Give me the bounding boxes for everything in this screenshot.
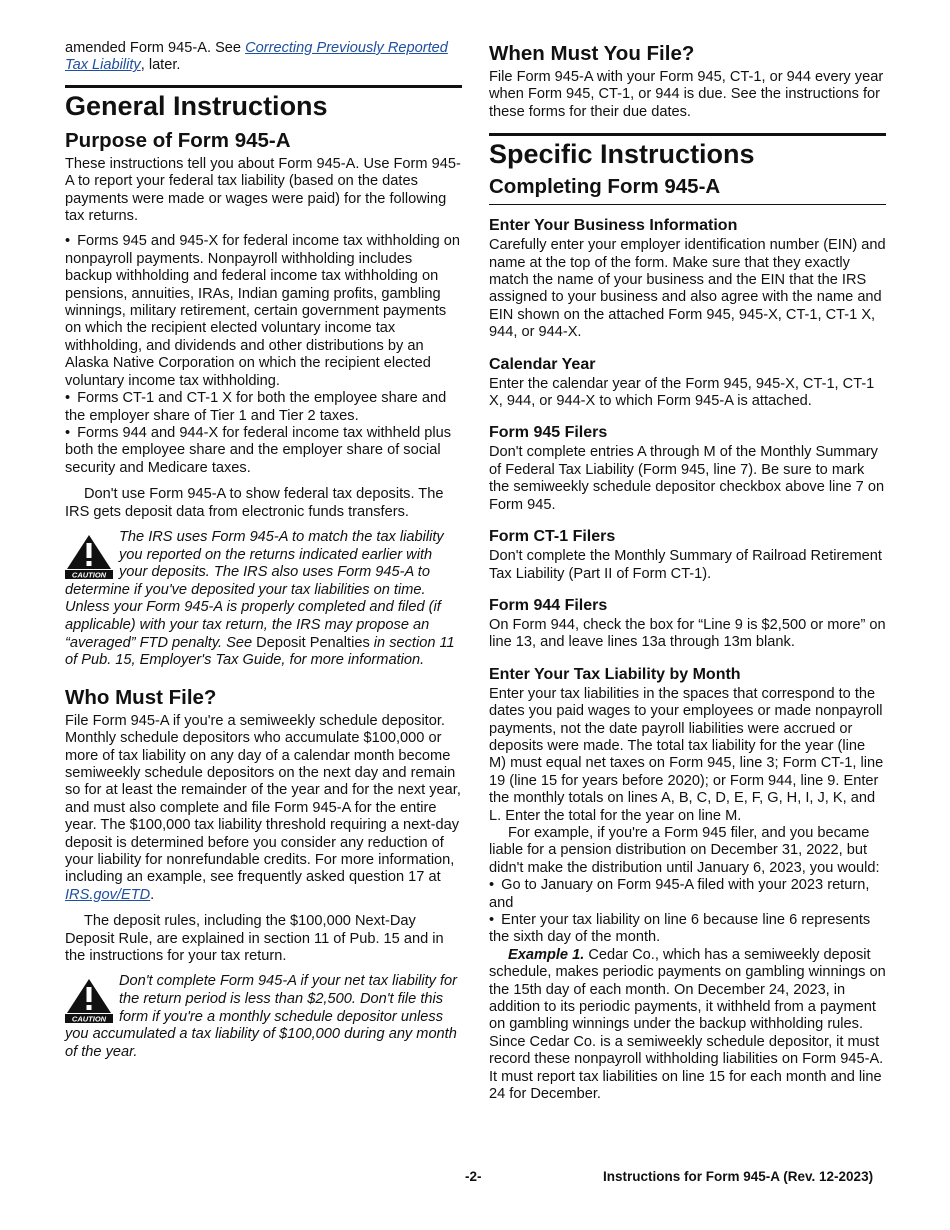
correcting-liability-link[interactable]: Correcting Previously Reported Tax Liability (65, 40, 448, 74)
section-rule (489, 133, 886, 136)
calendar-year-heading: Calendar Year (489, 355, 596, 373)
left-column (65, 40, 462, 1061)
caution-icon (65, 533, 113, 579)
intro-paragraph (65, 40, 462, 75)
who-must-file-heading: Who Must File? (65, 685, 217, 709)
when-must-you-file-heading: When Must You File? (489, 42, 695, 65)
form-944-filers-heading: Form 944 Filers (489, 596, 608, 614)
caution-note-2 (65, 973, 462, 1061)
deposit-paragraph: Don't use Form 945-A to show federal tax deposits. The IRS gets deposit data from electronic funds transfers. (65, 486, 444, 520)
caution-text: Don't complete Form 945-A if your net tax liability for the return period is less than $2,500. Don't file this form if you're a monthly schedule depositor unless you accumulated a tax liability of $100,000 during any month of the year. (65, 973, 458, 1060)
tax-liability-heading: Enter Your Tax Liability by Month (489, 665, 741, 683)
purpose-heading: Purpose of Form 945-A (65, 128, 291, 152)
form-945-filers-heading: Form 945 Filers (489, 424, 608, 442)
list-item: • Enter your tax liability on line 6 because line 6 represents the sixth day of the month. (489, 912, 886, 947)
deposit-rules-paragraph: The deposit rules, including the $100,000 Next-Day Deposit Rule, are explained in section 11 of Pub. 15 and in the instructions for your tax return. (65, 913, 444, 964)
who-tail: . (150, 886, 155, 903)
who-text: File Form 945-A if you're a semiweekly schedule depositor. Monthly schedule depositors who accumulate $100,000 or more of tax liability on any day of a calendar month become semiweekly schedule depositors on the next day and remain so for at least the remainder of the year and for the next year, and must also complete and file Form 945-A for the entire year. The $100,000 tax liability threshold requiring a next-day deposit is determined before you consider any reduction of your liability for nonrefundable credits. For more information, including an example, see frequently asked question 17 at (65, 712, 461, 886)
form-ct1-filers-heading: Form CT-1 Filers (489, 528, 616, 546)
calendar-year-paragraph: Enter the calendar year of the Form 945, 945-X, CT-1, CT-1 X, 944, or 944-X to which Form 945-A is attached. (489, 375, 875, 410)
completing-heading: Completing Form 945-A (489, 175, 886, 205)
who-must-file-paragraph (65, 713, 462, 904)
right-column (489, 40, 886, 1103)
document-title: Instructions for Form 945-A (Rev. 12-2023) (603, 1169, 874, 1184)
business-info-paragraph: Carefully enter your employer identification number (EIN) and name at the top of the form. Make sure that they exactly match the name of your business and the EIN that the IRS assigned to your business and also agree with the name and EIN shown on the attached Form 945, 945-X, CT-1, CT-1 X, 944, or 944-X. (489, 237, 886, 341)
business-info-heading: Enter Your Business Information (489, 217, 738, 235)
list-item: • Go to January on Form 945-A filed with your 2023 return, and (489, 877, 886, 912)
svg-text:CAUTION: CAUTION (71, 570, 107, 579)
caution-icon (65, 977, 113, 1023)
tax-liability-paragraph: Enter your tax liabilities in the spaces that correspond to the dates you paid wages to your employees or made nonpayroll payments, not the date payroll liabilities were accrued or deposits were made. The total tax liability for the year (line M) must equal net taxes on Form 945, line 3; Form CT-1, line 19 (line 15 for years before 2020); or Form 944, line 9. Enter the monthly totals on lines A, B, C, D, E, F, G, H, I, J, K, and L. Enter the total for the year on line M. (489, 685, 884, 824)
example-1-paragraph (489, 947, 886, 1104)
return-types-list (65, 233, 462, 477)
form-ct1-filers-paragraph: Don't complete the Monthly Summary of Railroad Retirement Tax Liability (Part II of Form CT-1). (489, 548, 882, 582)
form-944-filers-paragraph: On Form 944, check the box for “Line 9 is $2,500 or more” on line 13, and leave lines 13a through 13m blank. (489, 616, 886, 651)
svg-text:CAUTION: CAUTION (71, 1014, 107, 1024)
caution-note-1 (65, 529, 462, 670)
specific-instructions-heading: Specific Instructions (489, 139, 755, 170)
list-item: • Forms 944 and 944-X for federal income tax withheld plus both the employee share and the employer share of social security and Medicare taxes. (65, 425, 462, 477)
list-item: • Forms CT-1 and CT-1 X for both the employee share and the employer share of Tier 1 and Tier 2 taxes. (65, 390, 462, 425)
deposit-penalties-ref: Deposit Penalties (256, 634, 370, 651)
intro-text: amended Form 945-A. See (65, 40, 246, 56)
intro-tail: , later. (140, 57, 181, 74)
when-paragraph: File Form 945-A with your Form 945, CT-1, or 944 every year when Form 945, CT-1, or 944 is due. See the instructions for these forms for their due dates. (489, 69, 884, 120)
section-rule (65, 85, 462, 88)
page-number: -2- (465, 1169, 482, 1184)
example-intro-paragraph: For example, if you're a Form 945 filer, and you became liable for a pension distribution on December 31, 2022, but didn't make the distribution until January 6, 2023, you would: (489, 824, 880, 876)
example-1-label: Example 1. (508, 946, 585, 963)
list-item: • Forms 945 and 945-X for federal income tax withholding on nonpayroll payments. Nonpayroll withholding includes backup withholding and federal income tax withholding on pensions, annuities, IRAs, Indian gaming profits, gambling winnings, military retirement, certain government payments on which the recipient elected voluntary income tax withholding, and dividends and other distributions by an Alaska Native Corporation on which the recipient elected voluntary income tax withholding. (65, 233, 462, 390)
purpose-paragraph: These instructions tell you about Form 945-A. Use Form 945-A to report your federal tax liability (based on the dates payments were made or wages were paid) for the following tax returns. (65, 155, 461, 225)
example-1-text: Cedar Co., which has a semiweekly deposit schedule, makes periodic payments on gambling winnings on the 15th day of each month. On December 24, 2023, in addition to its periodic payments, it withheld from a payment on gambling winnings under the backup withholding rules. Since Cedar Co. is a semiweekly schedule depositor, it must record these nonpayroll withholding liabilities on Form 945-A. It must report tax liabilities on line 15 for each month and line 24 for December. (489, 946, 886, 1103)
caution-text-tail: in section 11 of Pub. 15, Employer's Tax Guide, for more information. (65, 634, 455, 669)
example-steps-list (489, 877, 886, 947)
caution-text: The IRS uses Form 945-A to match the tax liability you reported on the returns indicated earlier with your deposits. The IRS also uses Form 945-A to determine if you've deposited your tax liabilities on time. Unless your Form 945-A is properly completed and filed (if applicable) with your tax return, the IRS may propose an “averaged” FTD penalty. See (65, 528, 444, 651)
form-945-filers-paragraph: Don't complete entries A through M of the Monthly Summary of Federal Tax Liability (Form 945, line 7). Be sure to mark the semiweekly schedule depositor checkbox above line 7 on Form 945. (489, 444, 885, 513)
irs-etd-link[interactable]: IRS.gov/ETD (65, 886, 151, 903)
general-instructions-heading: General Instructions (65, 90, 328, 121)
